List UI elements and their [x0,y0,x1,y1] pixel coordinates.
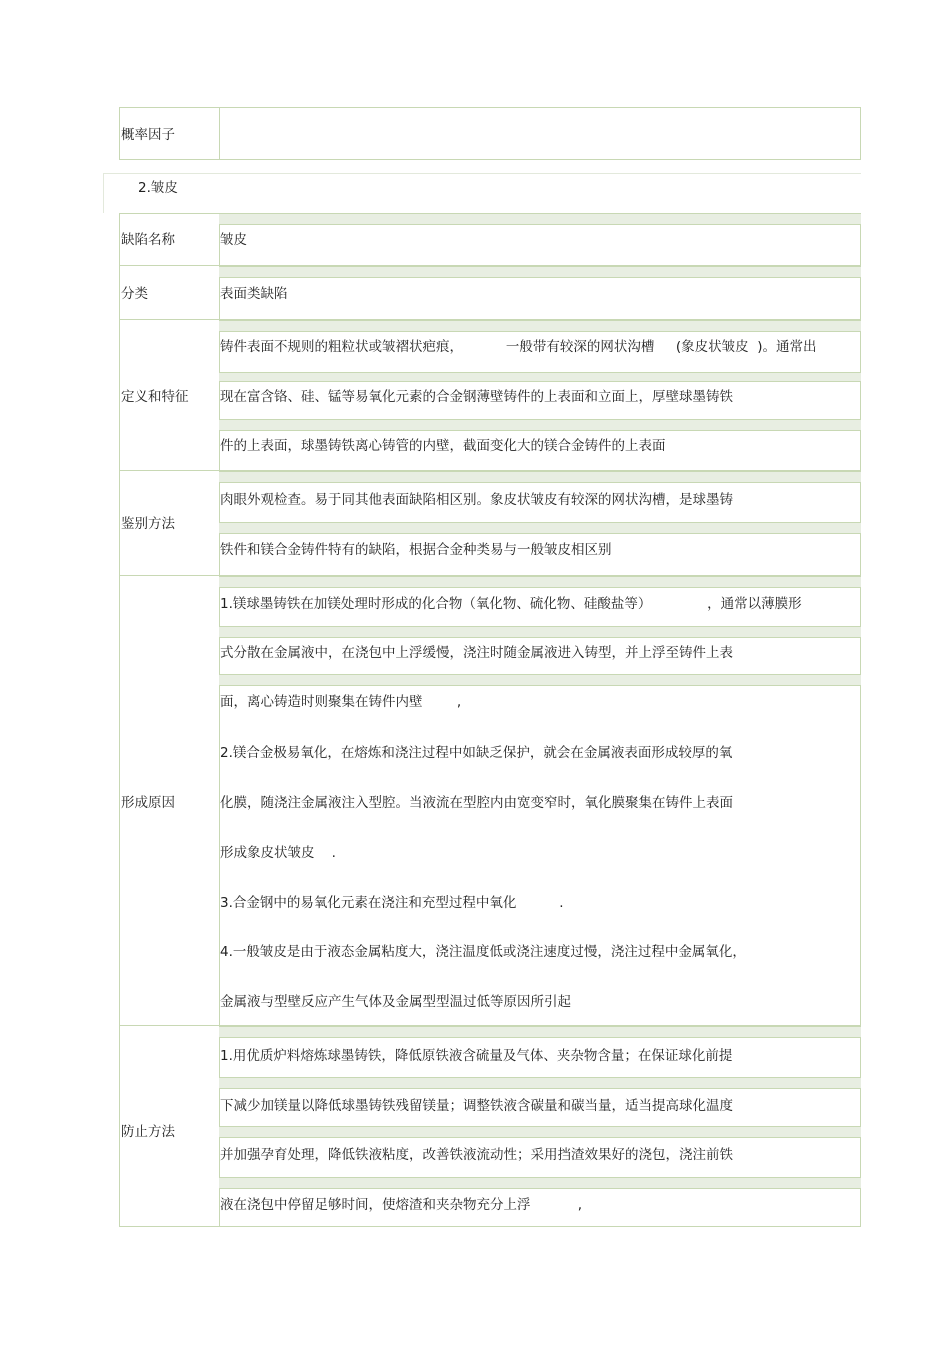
inner-band [219,1177,861,1189]
inner-band [219,674,861,686]
row-label-definition: 定义和特征 [121,389,189,405]
inner-band [219,372,861,382]
inner-band [219,266,861,278]
row-value-defect-name: 皱皮 [220,232,247,248]
row-value-category: 表面类缺陷 [220,286,288,302]
row-value-causes-line: 2.镁合金极易氧化，在熔炼和浇注过程中如缺乏保护，就会在金属液表面形成较厚的氧 [220,745,733,761]
inner-band [219,522,861,534]
inner-band [219,626,861,638]
inner-band [219,419,861,431]
inner-band [219,1077,861,1089]
row-label-category: 分类 [121,286,148,302]
section-heading-box [103,173,861,213]
row-value-identification-line: 肉眼外观检查。易于同其他表面缺陷相区别。象皮状皱皮有较深的网状沟槽，是球墨铸 [220,492,733,508]
row-value-prevention-line: 并加强孕育处理，降低铁液粘度，改善铁液流动性；采用挡渣效果好的浇包，浇注前铁 [220,1147,733,1163]
row-value-causes-line: 3.合金钢中的易氧化元素在浇注和充型过程中氧化 . [220,895,564,911]
inner-band [219,320,861,332]
row-value-causes-line: 1.镁球墨铸铁在加镁处理时形成的化合物（氧化物、硫化物、硅酸盐等） ，通常以薄膜形 [220,596,802,612]
row-value-causes-line: 面，离心铸造时则聚集在铸件内壁 , [220,694,462,710]
defect-table-divider [219,213,220,1227]
defect-table [119,213,861,1227]
row-value-causes-line: 形成象皮状皱皮 . [220,845,336,861]
probability-table-divider [219,107,220,160]
row-value-definition-line: 件的上表面，球墨铸铁离心铸管的内壁，截面变化大的镁合金铸件的上表面 [220,438,666,454]
row-value-identification-line: 铁件和镁合金铸件特有的缺陷，根据合金种类易与一般皱皮相区别 [220,542,612,558]
row-value-prevention-line: 1.用优质炉料熔炼球墨铸铁，降低原铁液含硫量及气体、夹杂物含量；在保证球化前提 [220,1048,733,1064]
inner-band [219,576,861,588]
row-value-prevention-line: 液在浇包中停留足够时间，使熔渣和夹杂物充分上浮 , [220,1197,582,1213]
row-label-causes: 形成原因 [121,795,175,811]
row-value-causes-line: 化膜，随浇注金属液注入型腔。当液流在型腔内由宽变窄时，氧化膜聚集在铸件上表面 [220,795,733,811]
row-value-definition-line: 铸件表面不规则的粗粒状或皱褶状疤痕， 一般带有较深的网状沟槽 (象皮状皱皮 )。通常出 [220,339,817,355]
row-label-prevention: 防止方法 [121,1124,175,1140]
row-value-causes-line: 4.一般皱皮是由于液态金属粘度大，浇注温度低或浇注速度过慢，浇注过程中金属氧化， [220,944,746,960]
probability-label: 概率因子 [121,127,175,143]
row-value-definition-line: 现在富含铬、硅、锰等易氧化元素的合金钢薄壁铸件的上表面和立面上，厚壁球墨铸铁 [220,389,733,405]
inner-band [219,213,861,225]
inner-band [219,1126,861,1138]
row-label-identification: 鉴别方法 [121,516,175,532]
row-value-causes-line: 式分散在金属液中，在浇包中上浮缓慢，浇注时随金属液进入铸型，并上浮至铸件上表 [220,645,733,661]
row-value-causes-line: 金属液与型壁反应产生气体及金属型型温过低等原因所引起 [220,994,571,1010]
inner-band [219,1026,861,1038]
inner-band [219,471,861,483]
row-label-defect-name: 缺陷名称 [121,232,175,248]
probability-table [119,107,861,160]
row-value-prevention-line: 下减少加镁量以降低球墨铸铁残留镁量；调整铁液含碳量和碳当量，适当提高球化温度 [220,1098,733,1114]
section-heading: 2.皱皮 [138,180,178,196]
